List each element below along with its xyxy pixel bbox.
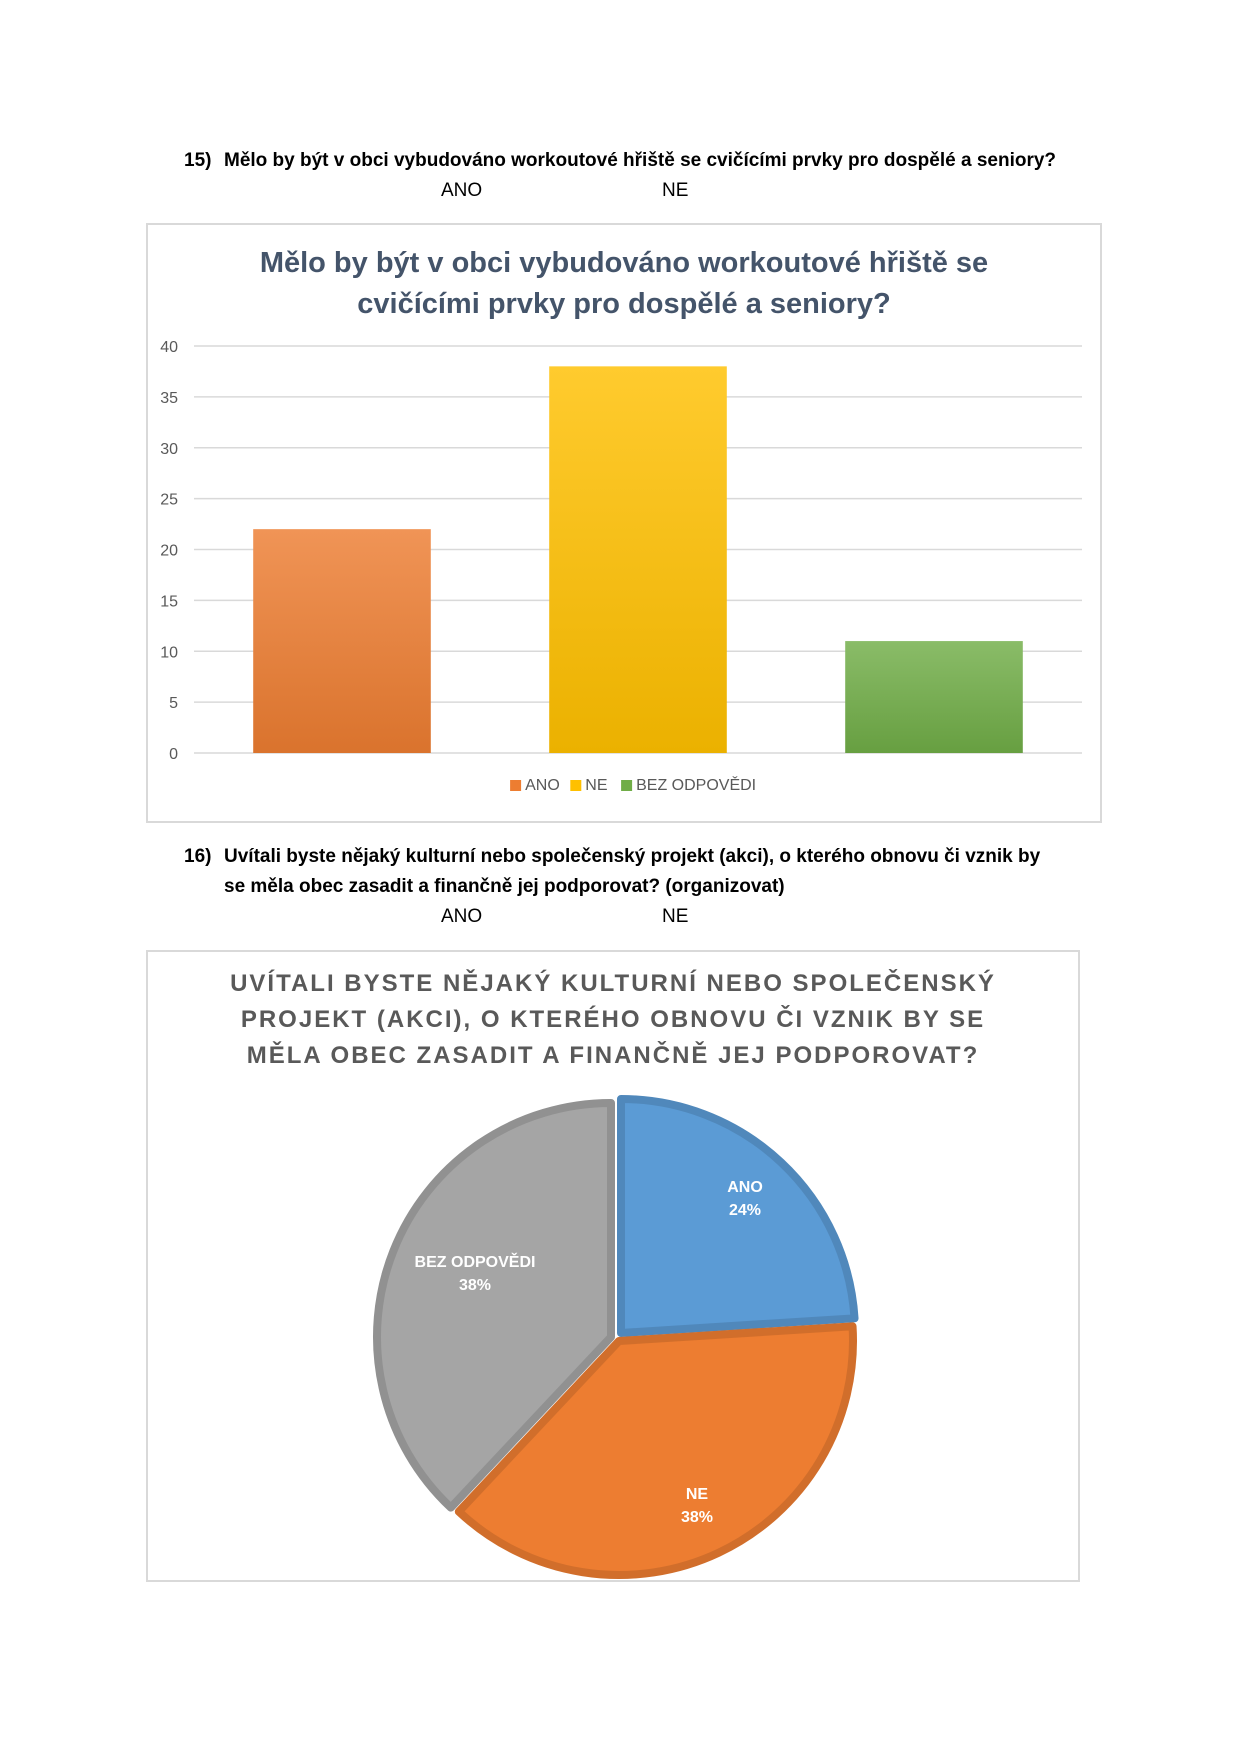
bar-ne	[549, 366, 727, 753]
option-ne: NE	[662, 906, 689, 927]
question-number: 16)	[184, 846, 212, 867]
pie-chart	[148, 952, 1078, 1580]
y-tick-label: 35	[160, 389, 178, 407]
option-ano: ANO	[441, 906, 483, 927]
legend-label: ANO	[525, 777, 560, 794]
bar-ano	[253, 529, 431, 753]
legend-label: BEZ ODPOVĚDI	[636, 777, 757, 794]
legend-swatch	[510, 780, 521, 791]
pie-label-percent: 24%	[728, 1202, 762, 1219]
y-tick-label: 40	[160, 339, 178, 356]
pie-chart-title-line2: PROJEKT (AKCI), O KTERÉHO OBNOVU ČI VZNIK BY SE	[240, 1006, 986, 1033]
pie-label-category: BEZ ODPOVĚDI	[414, 1254, 536, 1271]
pie-label-category: NE	[685, 1486, 709, 1503]
question-16	[184, 842, 1040, 872]
bar-bez-odpovědi	[845, 641, 1023, 753]
bar-chart-title-line2: cvičícími prvky pro dospělé a seniory?	[357, 288, 891, 320]
option-ano: ANO	[441, 180, 483, 201]
legend-swatch	[621, 780, 632, 791]
pie-chart-container	[146, 950, 1080, 1582]
legend-label: NE	[585, 777, 608, 794]
y-tick-label: 20	[160, 542, 178, 560]
question-text: Mělo by být v obci vybudováno workoutové hřiště se cvičícími prvky pro dospělé a seniory?	[224, 150, 1057, 171]
pie-label-category: ANO	[727, 1179, 763, 1196]
question-text-line1: Uvítali byste nějaký kulturní nebo společenský projekt (akci), o kterého obnovu či vznik by	[224, 846, 1041, 867]
question-number: 15)	[184, 150, 212, 171]
question-15	[184, 146, 1056, 176]
pie-label-percent: 38%	[458, 1277, 492, 1294]
y-tick-label: 10	[160, 644, 178, 662]
pie-chart-title-line3: MĚLA OBEC ZASADIT A FINANČNĚ JEJ PODPOROVAT?	[246, 1042, 980, 1069]
y-tick-label: 25	[160, 491, 178, 509]
y-tick-label: 15	[160, 593, 178, 611]
pie-chart-title-line1: UVÍTALI BYSTE NĚJAKÝ KULTURNÍ NEBO SPOLEČENSKÝ	[230, 970, 996, 997]
y-tick-label: 0	[169, 746, 178, 763]
bar-chart-container	[146, 223, 1102, 823]
legend-swatch	[570, 780, 581, 791]
y-tick-label: 5	[169, 695, 178, 713]
bar-chart-title-line1: Mělo by být v obci vybudováno workoutové hřiště se	[259, 247, 989, 279]
question-16-line2: se měla obec zasadit a finančně jej podporovat? (organizovat)	[224, 876, 785, 897]
bar-chart	[148, 225, 1100, 821]
pie-label-percent: 38%	[680, 1509, 714, 1526]
y-tick-label: 30	[160, 440, 178, 458]
option-ne: NE	[662, 180, 689, 201]
